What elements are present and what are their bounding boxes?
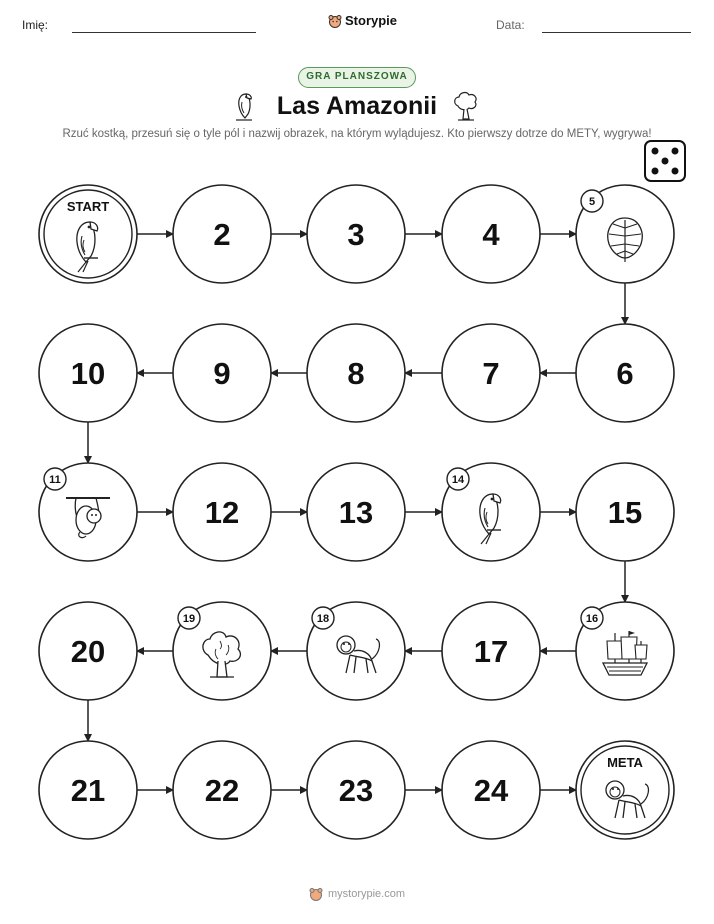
space-number: 24 xyxy=(473,773,509,808)
instructions: Rzuć kostką, przesuń się o tyle pól i nazwij obrazek, na którym wylądujesz. Kto pierwszy dotrze do METY, wygrywa! xyxy=(62,128,652,140)
board-space-start[interactable] xyxy=(39,185,137,283)
space-number: 18 xyxy=(316,613,330,625)
space-number: 10 xyxy=(70,356,106,391)
board-space-finish[interactable] xyxy=(576,741,674,839)
storypie-footer-logo-icon xyxy=(309,887,323,901)
space-number: 7 xyxy=(482,356,500,391)
brand-name: Storypie xyxy=(345,13,398,28)
board-space-23[interactable] xyxy=(307,741,405,839)
space-number: 17 xyxy=(473,634,509,669)
space-number: 3 xyxy=(347,217,365,252)
board-space-2[interactable] xyxy=(173,185,271,283)
space-label: META xyxy=(607,755,643,770)
space-number: 12 xyxy=(204,495,240,530)
space-number: 22 xyxy=(204,773,240,808)
board-space-24[interactable] xyxy=(442,741,540,839)
board-space-20[interactable] xyxy=(39,602,137,700)
board-space-18[interactable] xyxy=(307,602,405,700)
board-space-12[interactable] xyxy=(173,463,271,561)
board-space-10[interactable] xyxy=(39,324,137,422)
space-number: 19 xyxy=(182,613,196,625)
board-space-8[interactable] xyxy=(307,324,405,422)
board-space-13[interactable] xyxy=(307,463,405,561)
board-space-22[interactable] xyxy=(173,741,271,839)
board-space-11[interactable] xyxy=(39,463,137,561)
board-space-16[interactable] xyxy=(576,602,674,700)
space-number: 14 xyxy=(451,474,465,486)
board-space-19[interactable] xyxy=(173,602,271,700)
footer-url: mystorypie.com xyxy=(327,888,406,900)
space-number: 6 xyxy=(616,356,634,391)
board-space-3[interactable] xyxy=(307,185,405,283)
board-space-7[interactable] xyxy=(442,324,540,422)
board-space-6[interactable] xyxy=(576,324,674,422)
space-number: 2 xyxy=(213,217,231,252)
date-label: Data: xyxy=(496,18,525,32)
footer xyxy=(0,887,714,901)
game-type-badge: GRA PLANSZOWA xyxy=(298,67,416,88)
space-number: 4 xyxy=(482,217,500,252)
page-title: Las Amazonii xyxy=(276,92,438,120)
board-space-21[interactable] xyxy=(39,741,137,839)
board-space-14[interactable] xyxy=(442,463,540,561)
space-number: 20 xyxy=(70,634,106,669)
board-space-17[interactable] xyxy=(442,602,540,700)
board-space-9[interactable] xyxy=(173,324,271,422)
space-number: 23 xyxy=(338,773,374,808)
space-number: 11 xyxy=(49,474,61,486)
name-label: Imię: xyxy=(22,18,49,32)
board-space-15[interactable] xyxy=(576,463,674,561)
dice-icon xyxy=(645,141,685,181)
space-number: 16 xyxy=(585,613,599,625)
board-spaces xyxy=(39,185,674,839)
board-space-5[interactable] xyxy=(576,185,674,283)
space-number: 8 xyxy=(347,356,365,391)
board-space-4[interactable] xyxy=(442,185,540,283)
space-number: 5 xyxy=(588,196,596,208)
space-number: 15 xyxy=(607,495,643,530)
space-number: 13 xyxy=(338,495,374,530)
space-label: START xyxy=(66,199,110,214)
space-number: 9 xyxy=(213,356,231,391)
space-number: 21 xyxy=(70,773,106,808)
